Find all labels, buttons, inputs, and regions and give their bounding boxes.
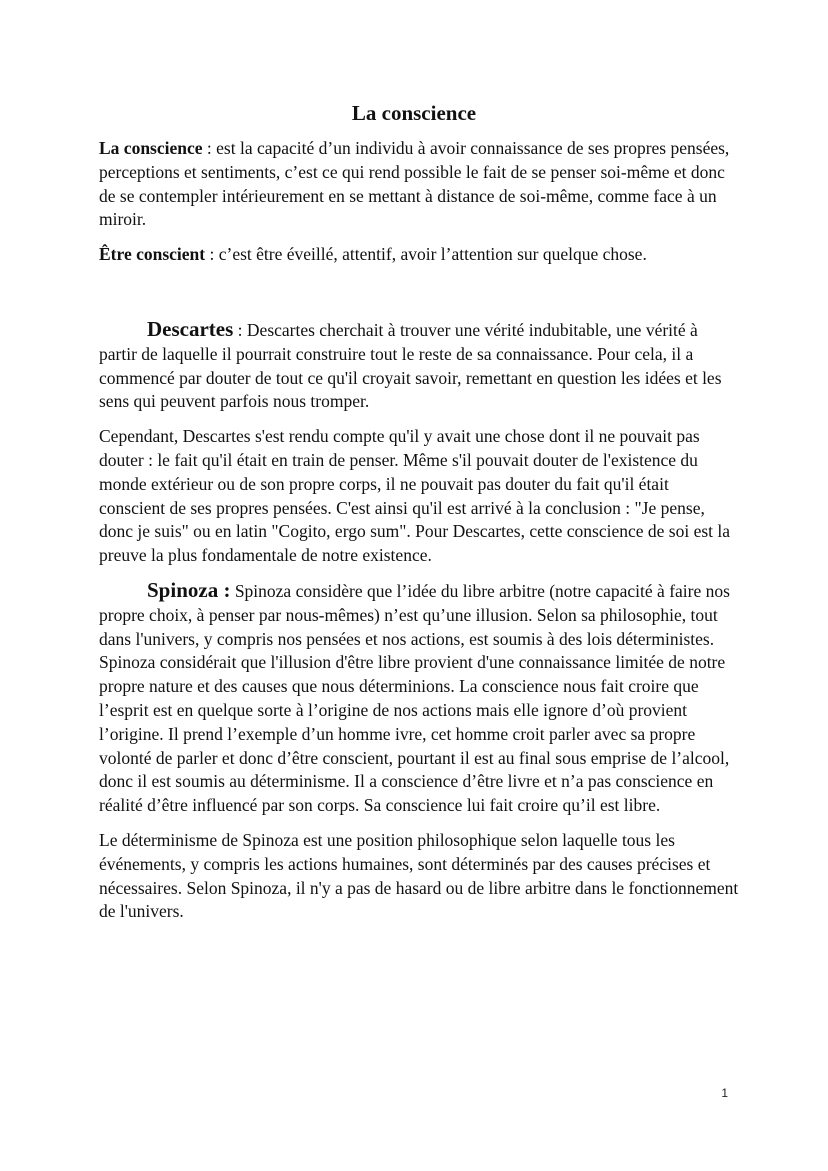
philosophers-section [99, 318, 739, 935]
spinoza-text-1: Spinoza considère que l’idée du libre arbitre (notre capacité à faire nos propre choix, à penser par nous-mêmes) n’est qu’une illusion. Selon sa philosophie, tout dans l'univers, y compris nos pensées et nos actions, est soumis à des lois déterministes. Spinoza considérait que l'illusion d'être libre provient d'une connaissance limitée de notre propre nature et des causes que nous déterminions. La conscience nous fait croire que l’esprit est en quelque sorte à l’origine de nos actions mais elle ignore d’où provient l’origine. Il prend l’exemple d’un homme ivre, cet homme croit parler avec sa propre volonté de parler et donc d’être conscient, pourtant il est au final sous emprise de l’alcool, donc il est soumis au déterminisme. Il a conscience d’être livre et n’a pas conscience en réalité d’être influencé par son corps. Sa conscience lui fait croire qu’il est libre. [99, 580, 730, 816]
page-number: 1 [721, 1086, 728, 1100]
term-etre-conscient: Être conscient [99, 244, 206, 265]
spinoza-paragraph-1 [99, 579, 739, 818]
descartes-text-1: : Descartes cherchait à trouver une vérité indubitable, une vérité à partir de laquelle il pourrait construire tout le reste de sa connaissance. Pour cela, il a commencé par douter de tout ce qu'il croyait savoir, remettant en question les idées et les sens qui peuvent parfois nous tromper. [99, 320, 722, 412]
definition-conscience [99, 137, 739, 232]
spinoza-paragraph-2: Le déterminisme de Spinoza est une position philosophique selon laquelle tous les événements, y compris les actions humaines, sont déterminés par des causes précises et nécessaires. Selon Spinoza, il n'y a pas de hasard ou de libre arbitre dans le fonctionnement de l'univers. [99, 829, 739, 922]
definition-etre-conscient [99, 243, 739, 267]
page-title: La conscience [351, 101, 477, 125]
descartes-heading: Descartes [147, 317, 234, 341]
definitions-section [99, 137, 739, 278]
definition-conscience-text: : est la capacité d’un individu à avoir connaissance de ses propres pensées, perceptions et sentiments, c’est ce qui rend possible le fait de se penser soi-même et donc de se contempler intérieurement en se mettant à distance de soi-même, comme face à un miroir. [99, 138, 730, 230]
descartes-paragraph-2: Cependant, Descartes s'est rendu compte qu'il y avait une chose dont il ne pouvait pas douter : le fait qu'il était en train de penser. Même s'il pouvait douter de l'existence du monde extérieur ou de son propre corps, il ne pouvait pas douter du fait qu'il était conscient de ses propres pensées. C'est ainsi qu'il est arrivé à la conclusion : "Je pense, donc je suis" ou en latin "Cogito, ergo sum". Pour Descartes, cette conscience de soi est la preuve la plus fondamentale de notre existence. [99, 426, 731, 566]
term-la-conscience: La conscience [99, 138, 203, 158]
descartes-paragraph-1 [99, 318, 739, 414]
definition-etre-conscient-text: : c’est être éveillé, attentif, avoir l’attention sur quelque chose. [205, 244, 647, 265]
spinoza-heading: Spinoza : [147, 577, 231, 602]
